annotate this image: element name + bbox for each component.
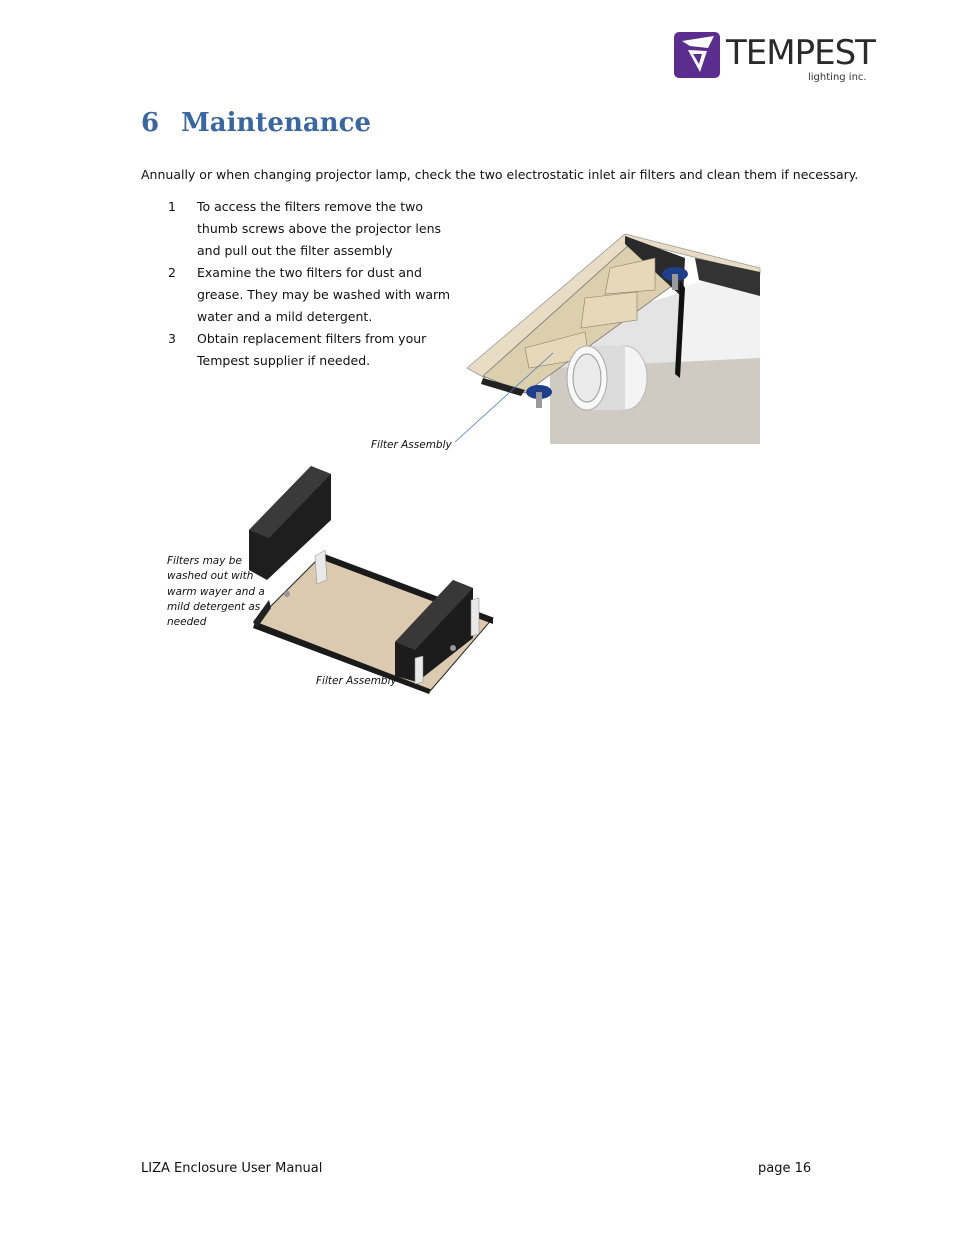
enclosure-illustration — [455, 228, 765, 448]
step-number: 3 — [168, 331, 176, 346]
tempest-logo-mark-icon — [674, 32, 720, 78]
step-text: To access the filters remove the two thumb screws above the projector lens and pull out the filter assembly — [197, 199, 442, 258]
logo-brand: TEMPEST — [726, 33, 875, 73]
list-item — [168, 196, 458, 262]
intro-paragraph: Annually or when changing projector lamp, check the two electrostatic inlet air filters and clean them if necessary. — [141, 167, 859, 182]
footer-page-number: page 16 — [758, 1161, 812, 1176]
step-number: 2 — [168, 265, 176, 280]
steps-list — [168, 196, 458, 372]
filter-caption: Filter Assembly — [316, 675, 397, 687]
filter-assembly-illustration — [245, 462, 500, 694]
step-text: Examine the two filters for dust and grease. They may be washed with warm water and a mild detergent. — [197, 265, 451, 324]
section-title: Maintenance — [181, 108, 371, 138]
section-heading — [141, 108, 371, 138]
step-text: Obtain replacement filters from your Tempest supplier if needed. — [197, 331, 427, 368]
section-number: 6 — [141, 108, 160, 138]
filter-note: Filters may be washed out with warm wayer and a mild detergent as needed — [167, 555, 265, 629]
logo-tagline: lighting inc. — [808, 72, 867, 83]
tempest-logo — [674, 32, 874, 88]
list-item — [168, 262, 458, 328]
footer-manual-title: LIZA Enclosure User Manual — [141, 1161, 323, 1176]
step-number: 1 — [168, 199, 176, 214]
list-item — [168, 328, 458, 372]
enclosure-caption: Filter Assembly — [371, 439, 452, 451]
